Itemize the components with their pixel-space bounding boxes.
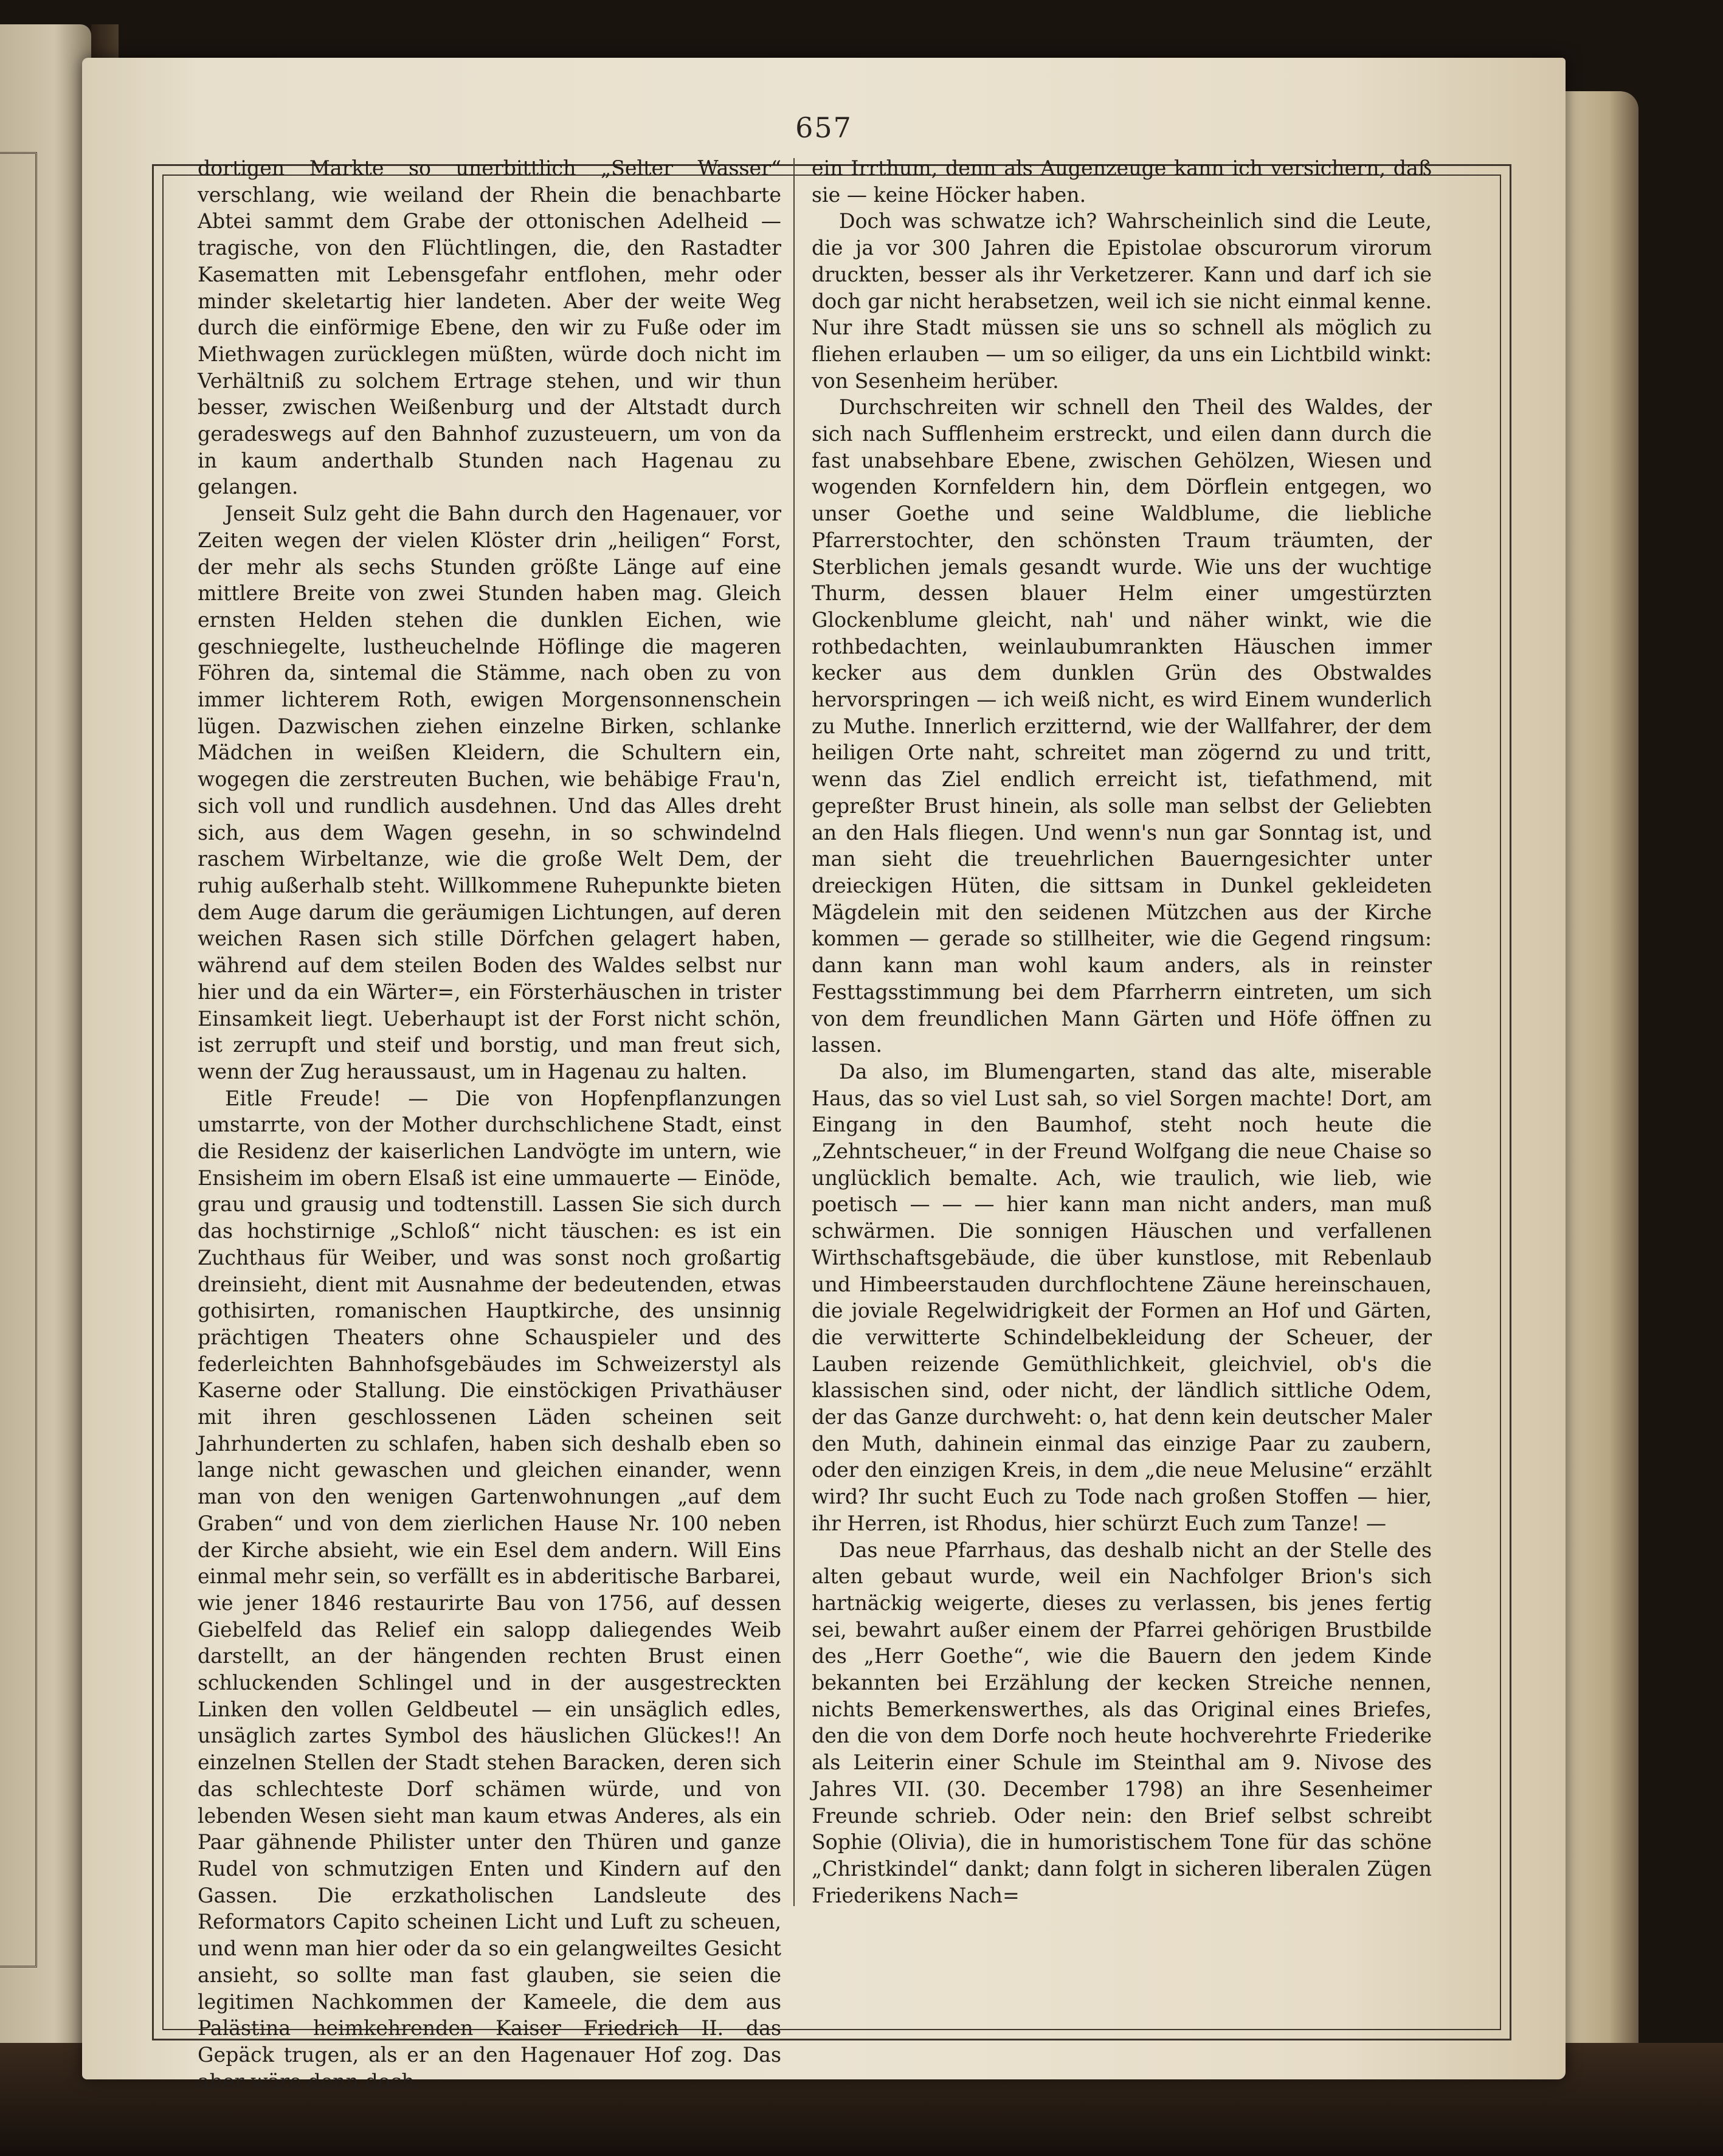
page-number: 657 bbox=[795, 111, 852, 144]
paragraph: Da also, im Blumengarten, stand das alte, miserable Haus, das so viel Lust sah, so viel Sorgen machte! Dort, am Eingang in den Baumhof, steht noch heute die „Zehntscheuer,“ in der Freund Wolfgang die neue Chaise so unglücklich bemalte. Ach, wie traulich, wie lieb, wie poetisch — — — hier kann man nicht anders, man muß schwärmen. Die sonnigen Häuschen und verfallenen Wirthschaftsgebäude, die über kunstlose, mit Rebenlaub und Himbeerstauden durchflochtene Zäune hereinschauen, die joviale Regelwidrigkeit der Formen an Hof und Gärten, die verwitterte Schindelbekleidung der Scheuer, der Lauben reizende Gemüthlichkeit, gleichviel, ob's die klassischen sind, oder nicht, der ländlich sittliche Odem, der das Ganze durchweht: o, hat denn kein deutscher Maler den Muth, dahinein einmal das einzige Paar zu zaubern, oder den einzigen Kreis, in dem „die neue Melusine“ erzählt wird? Ihr sucht Euch zu Tode nach großen Stoffen — hier, ihr Herren, ist Rhodus, hier schürzt Euch zum Tanze! — bbox=[812, 1059, 1432, 1535]
paragraph: Jenseit Sulz geht die Bahn durch den Hagenauer, vor Zeiten wegen der vielen Klöster drin „heiligen“ Forst, der mehr als sechs Stunden größte Länge auf eine mittlere Breite von zwei Stunden haben mag. Gleich ernsten Helden stehen die dunklen Eichen, wie geschniegelte, lustheuchelnde Höflinge die mageren Föhren da, sintemal die Stämme, nach oben zu von immer lichterem Roth, ewigen Morgensonnenschein lügen. Dazwischen ziehen einzelne Birken, schlanke Mädchen in weißen Kleidern, die Schultern ein, wogegen die zerstreuten Buchen, wie behäbige Frau'n, sich voll und rundlich ausdehnen. Und das Alles dreht sich, aus dem Wagen gesehn, in so schwindelnd raschem Wirbeltanze, wie die große Welt Dem, der ruhig außerhalb steht. Willkommene Ruhepunkte bieten dem Auge darum die geräumigen Lichtungen, auf deren weichen Rasen sich stille Dörfchen gelagert haben, während auf dem steilen Boden des Waldes selbst nur hier und da ein Wärter=, ein Försterhäuschen in trister Einsamkeit liegt. Ueberhaupt ist der Forst nicht schön, ist zerrupft und steif und borstig, und man freut sich, wenn der Zug heraussaust, um in Hagenau zu halten. bbox=[198, 502, 781, 1083]
paragraph: Eitle Freude! — Die von Hopfenpflanzungen umstarrte, von der Mother durchschlichene Stadt, einst die Residenz der kaiserlichen Landvögte im untern, wie Ensisheim im obern Elsaß ist eine ummauerte — Einöde, grau und grausig und todtenstill. Lassen Sie sich durch das hochstirnige „Schloß“ nicht täuschen: es ist ein Zuchthaus für Weiber, und was sonst noch großartig dreinsieht, dient mit Ausnahme der bedeutenden, etwas gothisirten, romanischen Hauptkirche, des unsinnig prächtigen Theaters ohne Schauspieler und des federleichten Bahnhofsgebäudes im Schweizerstyl als Kaserne oder Stallung. Die einstöckigen Privathäuser mit ihren geschlossenen Läden scheinen seit Jahrhunderten zu schlafen, haben sich deshalb eben so lange nicht gewaschen und gleichen einander, wenn man von den wenigen Gartenwohnungen „auf dem Graben“ und von dem zierlichen Hause Nr. 100 neben der Kirche absieht, wie ein Esel dem andern. Will Eins einmal mehr sein, so verfällt es in abderitische Barbarei, wie jener 1846 restaurirte Bau von 1756, auf dessen Giebelfeld das Relief ein salopp daliegendes Weib darstellt, an der hängenden rechten Brust einen schluckenden Schlingel und in der ausgestreckten Linken den vollen Geldbeutel — ein unsäglich edles, unsäglich zartes Symbol des häuslichen Glückes!! An einzelnen Stellen der Stadt stehen Baracken, deren sich das schlechteste Dorf schämen würde, und von lebenden Wesen sieht man kaum etwas Anderes, als ein Paar gähnende Philister unter den Thüren und ganze Rudel von schmutzigen Enten und Kindern auf den Gassen. Die erzkatholischen Landsleute des Reformators Capito scheinen Licht und Luft zu scheuen, und wenn man hier oder da so ein gelangweiltes Gesicht ansieht, so sollte man fast glauben, sie seien die legitimen Nachkommen der Kameele, die dem aus Palästina heimkehrenden Kaiser Friedrich II. das Gepäck trugen, als er an den Hagenauer Hof zog. Das aber wäre denn doch bbox=[198, 1086, 781, 2093]
right-column bbox=[812, 155, 1432, 1912]
previous-page-edge bbox=[0, 24, 91, 2079]
page-stack-edge bbox=[1566, 91, 1638, 2085]
book-page bbox=[82, 58, 1566, 2093]
paragraph: dortigen Markte so unerbittlich „Selter Wasser“ verschlang, wie weiland der Rhein die benachbarte Abtei sammt dem Grabe der ottonischen Adelheid — tragische, von den Flüchtlingen, die, den Rastadter Kasematten mit Lebensgefahr entflohen, mehr oder minder skeletartig hier landeten. Aber der weite Weg durch die einförmige Ebene, den wir zu Fuße oder im Miethwagen zurücklegen müßten, würde doch nicht im Verhältniß zu solchem Ertrage stehen, und wir thun besser, zwischen Weißenburg und der Altstadt durch geradeswegs auf den Bahnhof zuzusteuern, um von da in kaum anderthalb Stunden nach Hagenau zu gelangen. bbox=[198, 156, 781, 499]
column-divider bbox=[793, 158, 795, 1906]
paragraph: Durchschreiten wir schnell den Theil des Waldes, der sich nach Sufflenheim erstreckt, und eilen dann durch die fast unabsehbare Ebene, zwischen Gehölzen, Wiesen und wogenden Kornfeldern hin, dem Dörflein entgegen, wo unser Goethe und seine Waldblume, die liebliche Pfarrerstochter, den schönsten Traum träumten, der Sterblichen jemals gesandt wurde. Wie uns der wuchtige Thurm, dessen blauer Helm einer umgestürzten Glockenblume gleicht, nah' und näher winkt, wie die rothbedachten, weinlaubumrankten Häuschen immer kecker aus dem dunklen Grün des Obstwaldes hervorspringen — ich weiß nicht, es wird Einem wunderlich zu Muthe. Innerlich erzitternd, wie der Wallfahrer, der dem heiligen Orte naht, schreitet man zögernd zu und tritt, wenn das Ziel endlich erreicht ist, tiefathmend, mit gepreßter Brust hinein, als solle man selbst der Geliebten an den Hals fliegen. Und wenn's nun gar Sonntag ist, und man sieht die treuehrlichen Bauerngesichter unter dreieckigen Hüten, die sittsam in Dunkel gekleideten Mägdelein mit den seidenen Mützchen aus der Kirche kommen — gerade so stillheiter, wie die Gegend ringsum: dann kann man wohl kaum anders, als in reinster Festtagsstimmung bei dem Pfarrherrn eintreten, um sich von dem freundlichen Mann Gärten und Höfe öffnen zu lassen. bbox=[812, 395, 1432, 1057]
paragraph: Das neue Pfarrhaus, das deshalb nicht an der Stelle des alten gebaut wurde, weil ein Nachfolger Brion's sich hartnäckig weigerte, dieses zu verlassen, bis jenes fertig sei, bewahrt außer einem der Pfarrei gehörigen Brustbilde des „Herr Goethe“, wie die Bauern den jedem Kinde bekannten bei Erzählung der kecken Streiche nennen, nichts Bemerkenswerthes, als das Original eines Briefes, den die von dem Dorfe noch heute hochverehrte Friederike als Leiterin einer Schule im Steinthal am 9. Nivose des Jahres VII. (30. December 1798) an ihre Sesenheimer Freunde schrieb. Oder nein: den Brief selbst schreibt Sophie (Olivia), die in humoristischem Tone für das schöne „Christkindel“ dankt; dann folgt in sicheren liberalen Zügen Friederikens Nach= bbox=[812, 1538, 1432, 1907]
previous-page-frame bbox=[0, 152, 37, 1968]
paragraph: Doch was schwatze ich? Wahrscheinlich sind die Leute, die ja vor 300 Jahren die Epistolae obscurorum virorum druckten, besser als ihr Verketzerer. Kann und darf ich sie doch gar nicht herabsetzen, weil ich sie nicht einmal kenne. Nur ihre Stadt müssen sie uns so schnell als möglich zu fliehen erlauben — um so eiliger, da uns ein Lichtbild winkt: von Sesenheim herüber. bbox=[812, 209, 1432, 393]
left-column bbox=[198, 155, 781, 2093]
paragraph: ein Irrthum, denn als Augenzeuge kann ich versichern, daß sie — keine Höcker haben. bbox=[812, 156, 1432, 207]
